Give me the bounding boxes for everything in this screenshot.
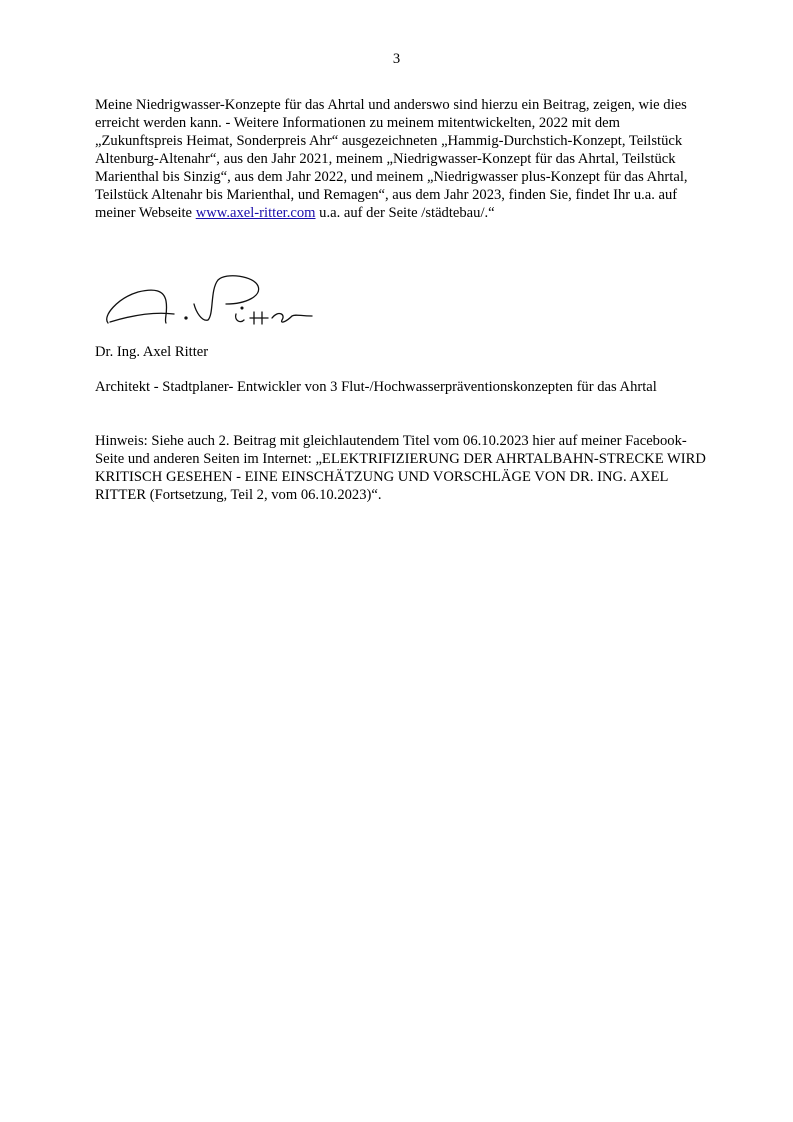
note-paragraph: Hinweis: Siehe auch 2. Beitrag mit gleichlautendem Titel vom 06.10.2023 hier auf meiner Facebook-Seite und anderen Seiten im Internet: „ELEKTRIFIZIERUNG DER AHRTALBAHN-STRECKE WIRD KRITISCH GESEHEN - EINE EINSCHÄTZUNG UND VORSCHLÄGE VON DR. ING. AXEL RITTER (Fortsetzung, Teil 2, vom 06.10.2023)“.	[95, 433, 706, 503]
body-paragraph-text: Meine Niedrigwasser-Konzepte für das Ahrtal und anderswo sind hierzu ein Beitrag, zeigen, wie dies erreicht werden kann. - Weitere Informationen zu meinem mitentwickelten, 2022 mit dem „Zukunftspreis Heimat, Sonderpreis Ahr“ ausgezeichneten „Hammig-Durchstich-Konzept, Teilstück Altenburg-Altenahr“, aus den Jahr 2021, meinem „Niedrigwasser-Konzept für das Ahrtal, Teilstück Marienthal bis Sinzig“, aus dem Jahr 2022, und meinem „Niedrigwasser plus-Konzept für das Ahrtal, Teilstück Altenahr bis Marienthal, und Remagen“, aus dem Jahr 2023, finden Sie, findet Ihr u.a. auf meiner Webseite	[95, 97, 688, 221]
author-role: Architekt - Stadtplaner- Entwickler von 3 Flut-/Hochwasserpräventionskonzepten für das Ahrtal	[95, 379, 657, 395]
body-paragraph-tail: u.a. auf der Seite /städtebau/.“	[315, 205, 495, 221]
body-paragraph	[95, 96, 710, 222]
page-number: 3	[392, 51, 401, 67]
signature-image	[96, 256, 336, 340]
website-link[interactable]: www.axel-ritter.com	[195, 205, 316, 221]
author-name: Dr. Ing. Axel Ritter	[95, 344, 209, 360]
